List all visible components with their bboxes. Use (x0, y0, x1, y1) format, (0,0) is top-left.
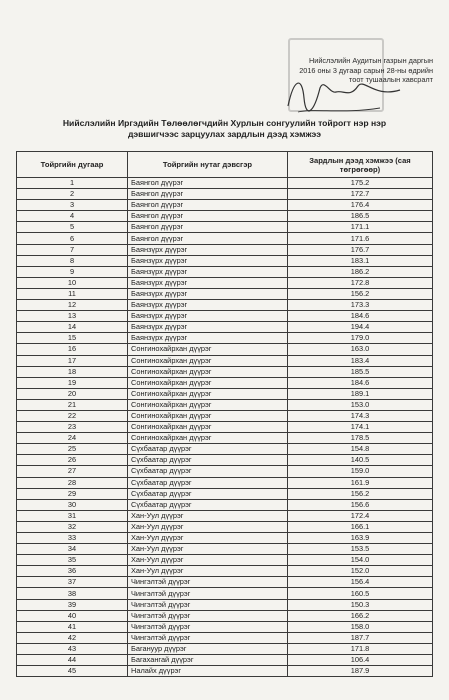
district-number-cell: 43 (17, 643, 128, 654)
table-row (17, 322, 433, 333)
table-row (17, 333, 433, 344)
amount-cell: 187.7 (288, 632, 433, 643)
table-row (17, 410, 433, 421)
district-number-cell: 19 (17, 377, 128, 388)
district-number-cell: 17 (17, 355, 128, 366)
district-number-cell: 2 (17, 189, 128, 200)
amount-cell: 186.2 (288, 266, 433, 277)
district-number-cell: 39 (17, 599, 128, 610)
district-name-cell: Багахангай дүүрэг (128, 655, 288, 666)
table-row (17, 277, 433, 288)
table-row (17, 222, 433, 233)
table-row (17, 355, 433, 366)
amount-cell: 160.5 (288, 588, 433, 599)
expense-table (16, 151, 433, 677)
district-number-cell: 1 (17, 178, 128, 189)
table-row (17, 555, 433, 566)
header-district-number: Тойргийн дугаар (17, 152, 128, 178)
district-name-cell: Чингэлтэй дүүрэг (128, 632, 288, 643)
amount-cell: 172.7 (288, 189, 433, 200)
district-name-cell: Сонгинохайрхан дүүрэг (128, 366, 288, 377)
district-name-cell: Сонгинохайрхан дүүрэг (128, 399, 288, 410)
table-row (17, 399, 433, 410)
district-name-cell: Чингэлтэй дүүрэг (128, 577, 288, 588)
table-row (17, 366, 433, 377)
district-name-cell: Сүхбаатар дүүрэг (128, 455, 288, 466)
district-name-cell: Сонгинохайрхан дүүрэг (128, 410, 288, 421)
district-number-cell: 41 (17, 621, 128, 632)
district-number-cell: 10 (17, 277, 128, 288)
amount-cell: 163.0 (288, 344, 433, 355)
district-number-cell: 9 (17, 266, 128, 277)
district-number-cell: 22 (17, 410, 128, 421)
district-number-cell: 25 (17, 444, 128, 455)
table-row (17, 544, 433, 555)
table-row (17, 621, 433, 632)
amount-cell: 166.1 (288, 521, 433, 532)
table-row (17, 588, 433, 599)
amount-cell: 154.8 (288, 444, 433, 455)
district-number-cell: 30 (17, 499, 128, 510)
amount-cell: 178.5 (288, 433, 433, 444)
district-number-cell: 37 (17, 577, 128, 588)
table-row (17, 566, 433, 577)
table-row (17, 300, 433, 311)
approval-line-3: тоот тушаалын хавсралт (349, 75, 433, 85)
table-row (17, 599, 433, 610)
district-number-cell: 45 (17, 666, 128, 677)
district-number-cell: 23 (17, 422, 128, 433)
district-name-cell: Сонгинохайрхан дүүрэг (128, 388, 288, 399)
district-name-cell: Баянгол дүүрэг (128, 233, 288, 244)
amount-cell: 166.2 (288, 610, 433, 621)
district-name-cell: Хан-Уул дүүрэг (128, 566, 288, 577)
table-row (17, 288, 433, 299)
district-name-cell: Чингэлтэй дүүрэг (128, 599, 288, 610)
district-number-cell: 16 (17, 344, 128, 355)
amount-cell: 150.3 (288, 599, 433, 610)
amount-cell: 183.1 (288, 255, 433, 266)
district-name-cell: Чингэлтэй дүүрэг (128, 588, 288, 599)
district-name-cell: Баянзүрх дүүрэг (128, 266, 288, 277)
amount-cell: 156.4 (288, 577, 433, 588)
district-name-cell: Баянгол дүүрэг (128, 200, 288, 211)
district-name-cell: Чингэлтэй дүүрэг (128, 610, 288, 621)
amount-cell: 189.1 (288, 388, 433, 399)
document-title (0, 118, 449, 140)
table-row (17, 610, 433, 621)
amount-cell: 186.5 (288, 211, 433, 222)
district-name-cell: Баянзүрх дүүрэг (128, 311, 288, 322)
district-name-cell: Сүхбаатар дүүрэг (128, 477, 288, 488)
district-name-cell: Сонгинохайрхан дүүрэг (128, 344, 288, 355)
table-row (17, 632, 433, 643)
district-number-cell: 7 (17, 244, 128, 255)
district-name-cell: Сүхбаатар дүүрэг (128, 488, 288, 499)
district-number-cell: 34 (17, 544, 128, 555)
amount-cell: 153.5 (288, 544, 433, 555)
amount-cell: 184.6 (288, 311, 433, 322)
amount-cell: 174.3 (288, 410, 433, 421)
amount-cell: 173.3 (288, 300, 433, 311)
district-number-cell: 26 (17, 455, 128, 466)
table-row (17, 643, 433, 654)
district-number-cell: 3 (17, 200, 128, 211)
table-row (17, 577, 433, 588)
table-row (17, 377, 433, 388)
district-number-cell: 33 (17, 533, 128, 544)
district-number-cell: 4 (17, 211, 128, 222)
district-number-cell: 15 (17, 333, 128, 344)
table-row (17, 255, 433, 266)
district-number-cell: 6 (17, 233, 128, 244)
district-name-cell: Баянзүрх дүүрэг (128, 300, 288, 311)
header-max-expense: Зардлын дээд хэмжээ (сая төгрөгөөр) (288, 152, 433, 178)
amount-cell: 185.5 (288, 366, 433, 377)
district-number-cell: 12 (17, 300, 128, 311)
approval-line-2: 2016 оны 3 дугаар сарын 28-ны өдрийн (299, 65, 433, 75)
district-number-cell: 11 (17, 288, 128, 299)
table-row (17, 521, 433, 532)
district-name-cell: Хан-Уул дүүрэг (128, 555, 288, 566)
table-row (17, 233, 433, 244)
district-number-cell: 21 (17, 399, 128, 410)
district-name-cell: Сүхбаатар дүүрэг (128, 466, 288, 477)
district-name-cell: Сонгинохайрхан дүүрэг (128, 433, 288, 444)
amount-cell: 176.7 (288, 244, 433, 255)
district-number-cell: 35 (17, 555, 128, 566)
district-number-cell: 38 (17, 588, 128, 599)
table-row (17, 388, 433, 399)
district-number-cell: 13 (17, 311, 128, 322)
district-number-cell: 20 (17, 388, 128, 399)
district-number-cell: 5 (17, 222, 128, 233)
amount-cell: 172.8 (288, 277, 433, 288)
table-row (17, 477, 433, 488)
district-number-cell: 28 (17, 477, 128, 488)
table-row (17, 510, 433, 521)
district-number-cell: 36 (17, 566, 128, 577)
table-row (17, 433, 433, 444)
table-row (17, 244, 433, 255)
district-name-cell: Баянзүрх дүүрэг (128, 288, 288, 299)
district-number-cell: 31 (17, 510, 128, 521)
amount-cell: 156.2 (288, 488, 433, 499)
amount-cell: 194.4 (288, 322, 433, 333)
table-row (17, 189, 433, 200)
district-name-cell: Баянгол дүүрэг (128, 222, 288, 233)
district-number-cell: 14 (17, 322, 128, 333)
table-header-row (17, 152, 433, 178)
table-row (17, 444, 433, 455)
amount-cell: 154.0 (288, 555, 433, 566)
amount-cell: 174.1 (288, 422, 433, 433)
district-name-cell: Баянгол дүүрэг (128, 178, 288, 189)
district-number-cell: 44 (17, 655, 128, 666)
amount-cell: 163.9 (288, 533, 433, 544)
district-number-cell: 27 (17, 466, 128, 477)
table-row (17, 200, 433, 211)
amount-cell: 153.0 (288, 399, 433, 410)
table-row (17, 655, 433, 666)
district-name-cell: Баянзүрх дүүрэг (128, 333, 288, 344)
table-row (17, 533, 433, 544)
district-number-cell: 18 (17, 366, 128, 377)
title-line-1: Нийслэлийн Иргэдийн Төлөөлөгчдийн Хурлын сонгуулийн тойрогт нэр нэр (62, 118, 387, 128)
district-name-cell: Сүхбаатар дүүрэг (128, 499, 288, 510)
amount-cell: 179.0 (288, 333, 433, 344)
signature (284, 68, 404, 118)
table-row (17, 311, 433, 322)
amount-cell: 106.4 (288, 655, 433, 666)
table-row (17, 466, 433, 477)
header-district-area: Тойргийн нутаг дэвсгэр (128, 152, 288, 178)
table-row (17, 211, 433, 222)
district-name-cell: Баянзүрх дүүрэг (128, 255, 288, 266)
district-name-cell: Багануур дүүрэг (128, 643, 288, 654)
district-name-cell: Сонгинохайрхан дүүрэг (128, 355, 288, 366)
table-row (17, 499, 433, 510)
amount-cell: 159.0 (288, 466, 433, 477)
amount-cell: 187.9 (288, 666, 433, 677)
table-row (17, 178, 433, 189)
amount-cell: 140.5 (288, 455, 433, 466)
table-row (17, 666, 433, 677)
district-name-cell: Хан-Уул дүүрэг (128, 510, 288, 521)
amount-cell: 156.2 (288, 288, 433, 299)
amount-cell: 183.4 (288, 355, 433, 366)
amount-cell: 175.2 (288, 178, 433, 189)
district-number-cell: 32 (17, 521, 128, 532)
district-name-cell: Сонгинохайрхан дүүрэг (128, 377, 288, 388)
district-name-cell: Баянгол дүүрэг (128, 189, 288, 200)
amount-cell: 171.8 (288, 643, 433, 654)
district-name-cell: Хан-Уул дүүрэг (128, 544, 288, 555)
amount-cell: 152.0 (288, 566, 433, 577)
district-number-cell: 42 (17, 632, 128, 643)
district-name-cell: Баянзүрх дүүрэг (128, 322, 288, 333)
district-name-cell: Сонгинохайрхан дүүрэг (128, 422, 288, 433)
district-name-cell: Баянзүрх дүүрэг (128, 244, 288, 255)
table-row (17, 455, 433, 466)
table-row (17, 422, 433, 433)
district-name-cell: Хан-Уул дүүрэг (128, 533, 288, 544)
district-name-cell: Баянзүрх дүүрэг (128, 277, 288, 288)
table-row (17, 488, 433, 499)
district-name-cell: Баянгол дүүрэг (128, 211, 288, 222)
amount-cell: 156.6 (288, 499, 433, 510)
amount-cell: 176.4 (288, 200, 433, 211)
approval-line-1: Нийслэлийн Аудитын газрын даргын (308, 56, 433, 65)
table-row (17, 266, 433, 277)
district-name-cell: Налайх дүүрэг (128, 666, 288, 677)
district-name-cell: Сүхбаатар дүүрэг (128, 444, 288, 455)
title-line-2: дэвшигчээс зарцуулах зардлын дээд хэмжээ (127, 129, 322, 139)
district-number-cell: 8 (17, 255, 128, 266)
table-row (17, 344, 433, 355)
amount-cell: 171.6 (288, 233, 433, 244)
amount-cell: 184.6 (288, 377, 433, 388)
district-name-cell: Хан-Уул дүүрэг (128, 521, 288, 532)
amount-cell: 158.0 (288, 621, 433, 632)
amount-cell: 172.4 (288, 510, 433, 521)
district-name-cell: Чингэлтэй дүүрэг (128, 621, 288, 632)
district-number-cell: 24 (17, 433, 128, 444)
district-number-cell: 40 (17, 610, 128, 621)
amount-cell: 171.1 (288, 222, 433, 233)
district-number-cell: 29 (17, 488, 128, 499)
amount-cell: 161.9 (288, 477, 433, 488)
